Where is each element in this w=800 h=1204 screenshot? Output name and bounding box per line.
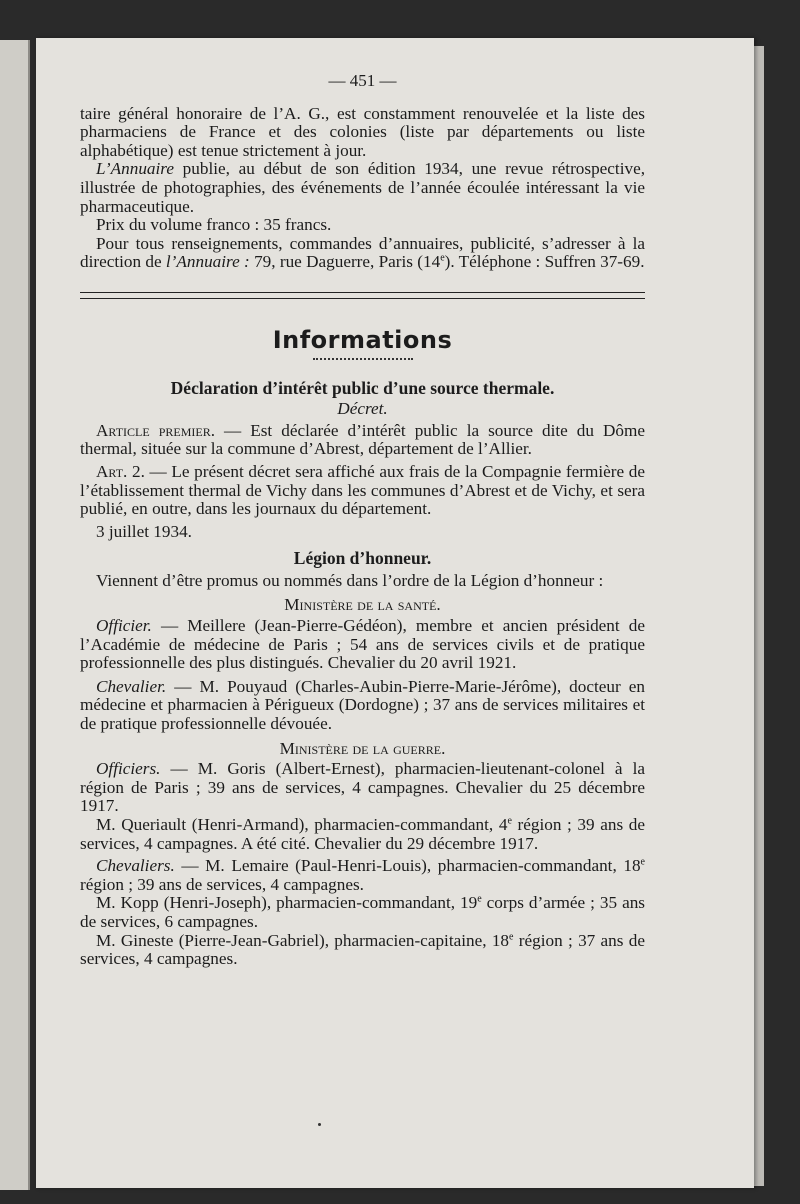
article-2-text: — Le présent décret sera affiché aux frais de la Compagnie fermière de l’établissement thermal de Vichy dans les communes d’Abrest et de Vichy, et sera publié, en outre, dans les journaux du département. [80, 461, 645, 519]
intro-paragraph-3: Prix du volume franco : 35 francs. [96, 215, 332, 235]
annuaire-title-2: l’Annuaire : [165, 252, 250, 272]
chevalier-text: — M. Pouyaud (Charles-Aubin-Pierre-Marie-Jérôme), docteur en médecine et pharmacien à Périgueux (Dordogne) ; 37 ans de services militaires et de pratique professionnelle dévouée. [80, 676, 645, 734]
kopp-text-a: M. Kopp (Henri-Joseph), pharmacien-commandant, 19 [96, 893, 478, 913]
annuaire-title: L’Annuaire [96, 159, 174, 179]
gineste-text-a: M. Gineste (Pierre-Jean-Gabriel), pharmacien-capitaine, 18 [96, 930, 510, 950]
legion-intro: Viennent d’être promus ou nommés dans l’ordre de la Légion d’honneur : [96, 570, 604, 590]
superscript: e [640, 856, 645, 868]
article-2-label: Art. 2. [96, 461, 145, 481]
superscript: e [440, 252, 445, 264]
intro-text-1: taire général honoraire de l’A. G., est constamment renouvelée et la liste des pharmaciens de France et des colonies (liste par départements ou liste alphabétique) est tenue strictement à jour. [80, 103, 645, 160]
queriault-text-b: région ; 39 ans de services, 4 campagnes. A été cité. Chevalier du 29 décembre 1917. [80, 815, 645, 853]
section-title: Informations [272, 325, 453, 354]
page-number: — 451 — [328, 71, 397, 90]
chevaliers-label: Chevaliers. [96, 856, 175, 876]
intro-paragraph-2 [80, 160, 645, 216]
lemaire-text-b: région ; 39 ans de services, 4 campagnes. [80, 874, 364, 894]
intro-text-4c: ). Téléphone : Suffren 37-69. [444, 252, 645, 272]
superscript: e [507, 815, 512, 827]
article-1-label: Article premier. [96, 420, 216, 440]
gineste-entry [80, 932, 645, 969]
superscript: e [477, 893, 482, 905]
article-2 [80, 463, 645, 519]
kopp-entry [80, 894, 645, 931]
chevalier-entry [80, 678, 645, 734]
officier-text: — Meillere (Jean-Pierre-Gédéon), membre et ancien président de l’Académie de médecine de Paris ; 54 ans de services civils et de pratique professionnelle des plus distingués. Chevalier du 20 avril 1921. [80, 616, 645, 673]
article-1-text: — Est déclarée d’intérêt public la source dite du Dôme thermal, située sur la commune d’Abrest, département de l’Allier. [80, 420, 645, 459]
intro-paragraph-4 [80, 235, 645, 272]
page-content [80, 72, 645, 969]
superscript: e [509, 930, 514, 942]
legion-heading: Légion d’honneur. [293, 548, 432, 569]
officier-entry [80, 617, 645, 673]
double-rule [80, 292, 645, 299]
facing-page-edge [0, 40, 30, 1190]
stray-dot [318, 1123, 321, 1126]
intro-text-4b: 79, rue Daguerre, Paris (14 [249, 252, 441, 272]
officiers-label: Officiers. [96, 759, 161, 779]
dotted-underline [313, 358, 413, 360]
queriault-entry [80, 816, 645, 853]
intro-paragraph-1 [80, 105, 645, 161]
intro-text-4a: Pour tous renseignements, commandes d’annuaires, publicité, s’adresser à la direction de [80, 233, 645, 272]
kopp-text-b: corps d’armée ; 35 ans de services, 6 campagnes. [80, 893, 645, 931]
chevaliers-entry [80, 857, 645, 894]
lemaire-text-a: — M. Lemaire (Paul-Henri-Louis), pharmacien-commandant, 18 [174, 856, 641, 876]
gineste-text-b: région ; 37 ans de services, 4 campagnes. [80, 930, 645, 969]
officiers-text: — M. Goris (Albert-Ernest), pharmacien-lieutenant-colonel à la région de Paris ; 39 ans de services, 4 campagnes. Chevalier du 25 décembre 1917. [80, 759, 645, 816]
rule-line [80, 292, 645, 293]
intro-text-2: publie, au début de son édition 1934, une revue rétrospective, illustrée de photographies, des événements de l’année écoulée intéressant la vie pharmaceutique. [80, 159, 645, 216]
rule-line [80, 298, 645, 299]
declaration-heading: Déclaration d’intérêt public d’une source thermale. [170, 377, 555, 398]
queriault-text-a: M. Queriault (Henri-Armand), pharmacien-commandant, 4 [96, 815, 508, 834]
officiers-entry [80, 760, 645, 816]
page-edge [754, 46, 764, 1186]
ministry-sante: Ministère de la santé. [284, 595, 441, 615]
officier-label: Officier. [96, 616, 152, 636]
ministry-guerre: Ministère de la guerre. [279, 738, 446, 758]
chevalier-label: Chevalier. [96, 676, 167, 696]
decree-date: 3 juillet 1934. [96, 521, 192, 541]
decree-subheading: Décret. [337, 399, 388, 419]
article-1 [80, 422, 645, 459]
